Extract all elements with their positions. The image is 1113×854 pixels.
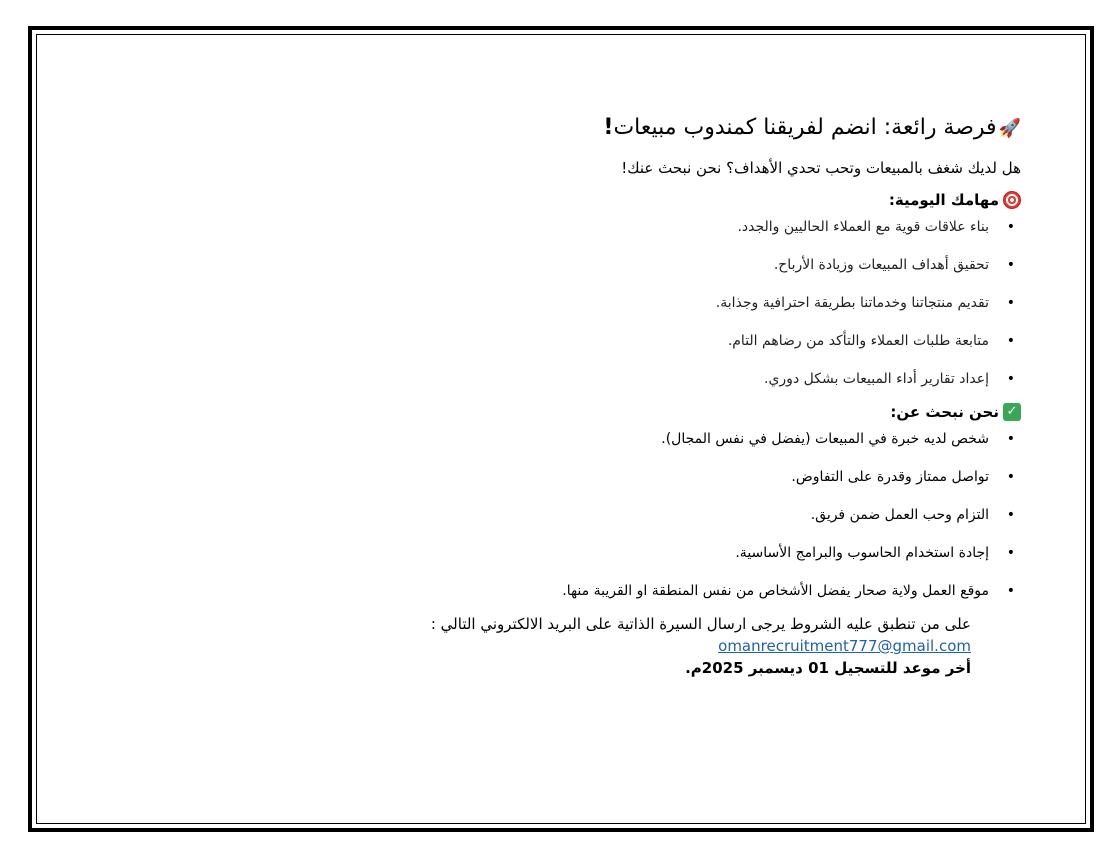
tasks-list [401, 217, 1021, 389]
list-item: • التزام وحب العمل ضمن فريق. [401, 505, 989, 525]
list-item: • تحقيق أهداف المبيعات وزيادة الأرباح. [401, 255, 989, 275]
intro-text: هل لديك شغف بالمبيعات وتحب تحدي الأهداف؟ نحن نبحث عنك! [621, 159, 1021, 177]
requirements-list [401, 429, 1021, 601]
title-text: فرصة رائعة: انضم لفريقنا كمندوب مبيعات [613, 115, 997, 140]
list-item: • متابعة طلبات العملاء والتأكد من رضاهم التام. [401, 331, 989, 351]
list-item: • موقع العمل ولاية صحار يفضل الأشخاص من نفس المنطقة او القريبة منها. [401, 581, 989, 601]
email-line [401, 635, 971, 657]
list-item: • تواصل ممتاز وقدرة على التفاوض. [401, 467, 989, 487]
list-item: • إعداد تقارير أداء المبيعات بشكل دوري. [401, 369, 989, 389]
tasks-heading [401, 189, 1021, 211]
apply-instruction: على من تنطبق عليه الشروط يرجى ارسال السيرة الذاتية على البريد الالكتروني التالي : [430, 615, 971, 633]
email-link[interactable]: omanrecruitment777@gmail.com [718, 637, 971, 655]
list-item: • بناء علاقات قوية مع العملاء الحاليين والجدد. [401, 217, 989, 237]
title-exclamation: ! [603, 115, 614, 140]
check-icon: ✓ [1003, 403, 1021, 421]
tasks-heading-text: مهامك اليومية: [888, 191, 999, 209]
list-item: • إجادة استخدام الحاسوب والبرامج الأساسية. [401, 543, 989, 563]
list-item: • شخص لديه خبرة في المبيعات (يفضل في نفس المجال). [401, 429, 989, 449]
deadline-text: أخر موعد للتسجيل 01 ديسمبر 2025م. [685, 659, 971, 677]
requirements-heading [401, 401, 1021, 423]
requirements-heading-text: نحن نبحث عن: [890, 403, 999, 421]
target-icon [1003, 191, 1021, 209]
posting-title [401, 112, 1021, 145]
job-posting [401, 112, 1021, 679]
list-item: • تقديم منتجاتنا وخدماتنا بطريقة احترافية وجذابة. [401, 293, 989, 313]
apply-section [401, 613, 1021, 679]
rocket-icon: 🚀 [998, 118, 1021, 139]
